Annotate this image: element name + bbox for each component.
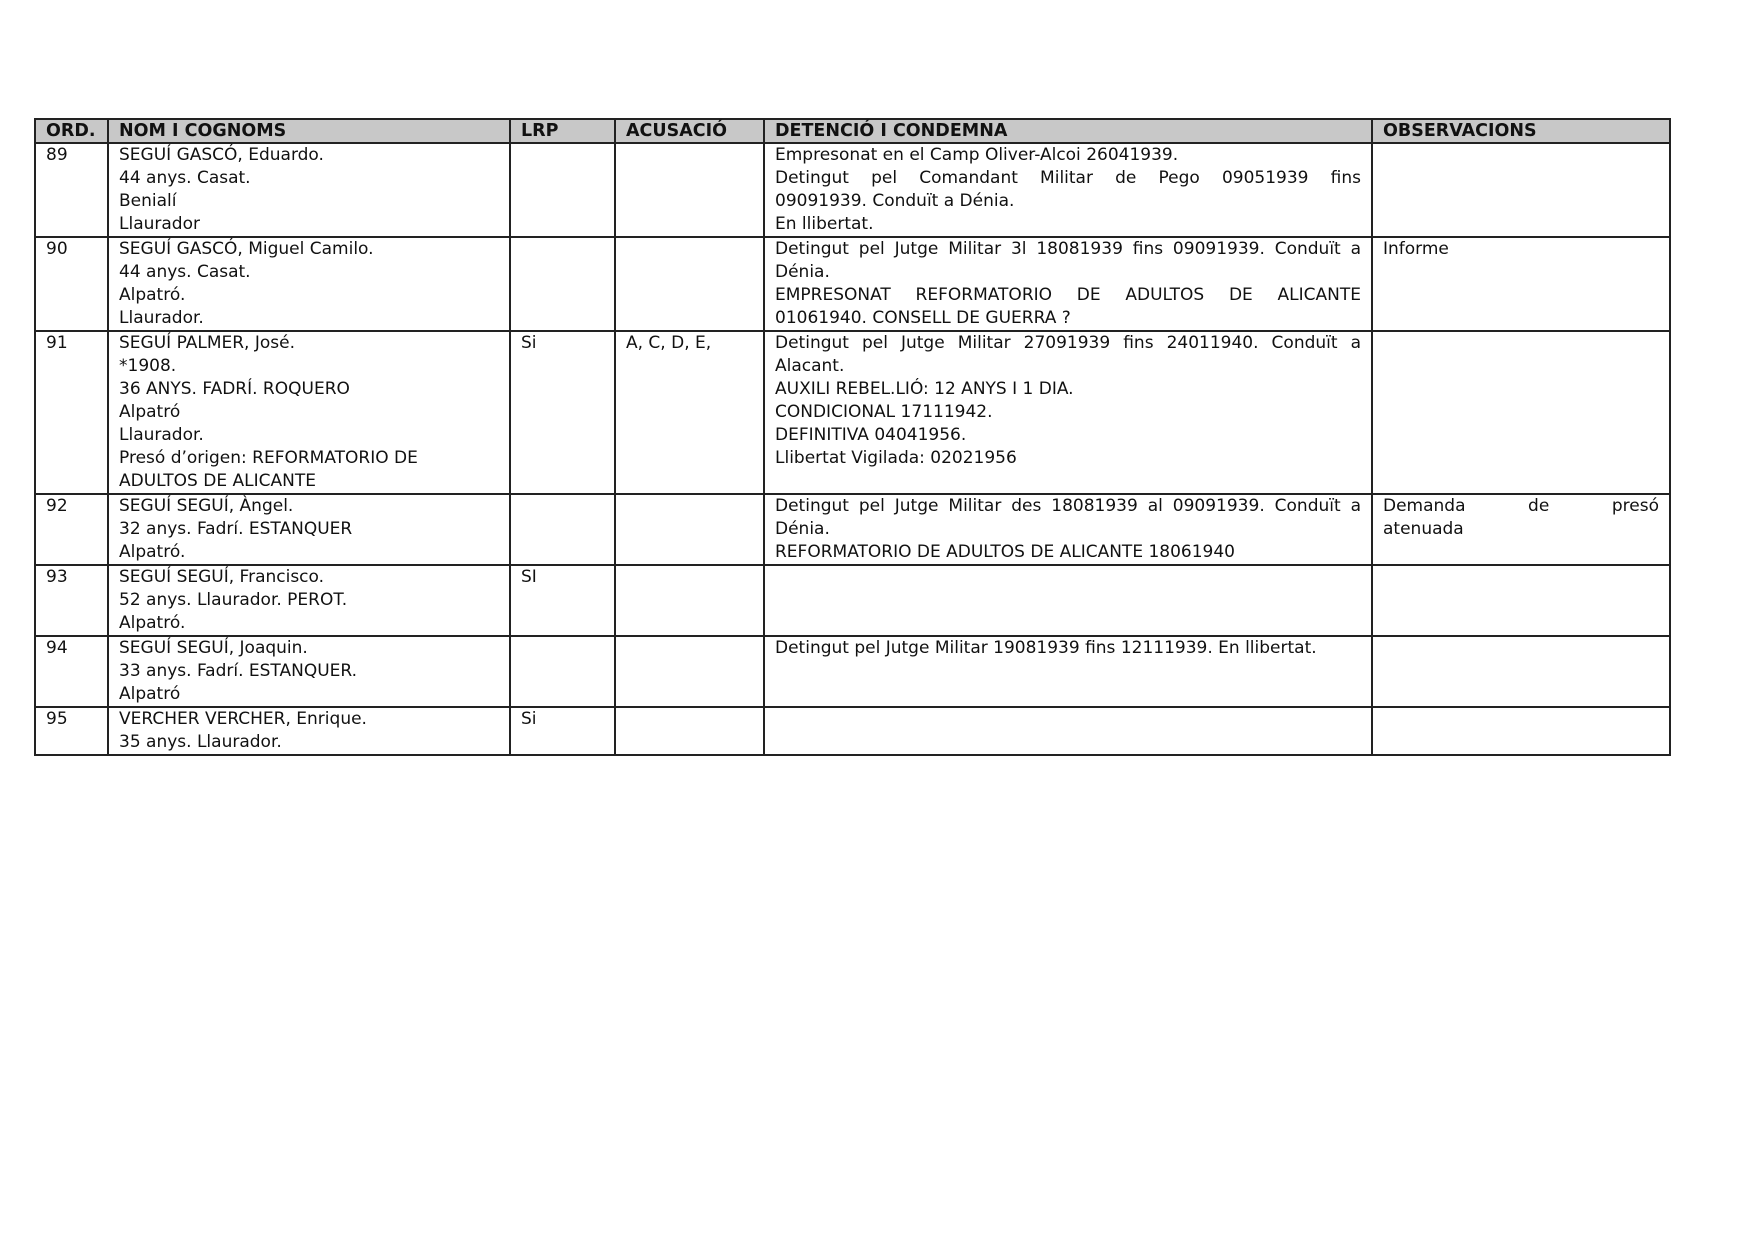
nom-line: 44 anys. Casat.	[119, 262, 251, 282]
observacions-line: Demanda de presó	[1383, 496, 1659, 516]
cell-nom	[108, 636, 510, 707]
cell-nom	[108, 331, 510, 494]
cell-detencio	[764, 565, 1372, 636]
nom-line: VERCHER VERCHER, Enrique.	[119, 709, 367, 729]
nom-line: ADULTOS DE ALICANTE	[119, 471, 316, 491]
cell-ord: 94	[35, 636, 108, 707]
detencio-line: EMPRESONAT REFORMATORIO DE ADULTOS DE ALICANTE	[775, 285, 1361, 305]
cell-ord: 92	[35, 494, 108, 565]
header-detencio-i-condemna: DETENCIÓ I CONDEMNA	[764, 119, 1372, 143]
table-row	[35, 494, 1670, 565]
cell-detencio	[764, 494, 1372, 565]
detencio-line: 09091939. Conduït a Dénia.	[775, 191, 1015, 211]
detencio-line: Detingut pel Comandant Militar de Pego 09051939 fins	[775, 168, 1361, 188]
header-ord: ORD.	[35, 119, 108, 143]
cell-acusacio	[615, 237, 764, 331]
detencio-line: En llibertat.	[775, 214, 874, 234]
nom-line: SEGUÍ SEGUÍ, Àngel.	[119, 496, 294, 516]
table-row	[35, 331, 1670, 494]
cell-observacions	[1372, 565, 1670, 636]
nom-line: Alpatró	[119, 684, 181, 704]
cell-observacions	[1372, 494, 1670, 565]
header-nom-i-cognoms: NOM I COGNOMS	[108, 119, 510, 143]
cell-observacions	[1372, 143, 1670, 237]
cell-lrp	[510, 237, 615, 331]
cell-acusacio	[615, 565, 764, 636]
nom-line: Alpatró.	[119, 542, 186, 562]
cell-ord: 90	[35, 237, 108, 331]
cell-lrp	[510, 494, 615, 565]
cell-acusacio: A, C, D, E,	[615, 331, 764, 494]
cell-acusacio	[615, 494, 764, 565]
cell-acusacio	[615, 143, 764, 237]
cell-detencio	[764, 143, 1372, 237]
detencio-line: AUXILI REBEL.LIÓ: 12 ANYS I 1 DIA.	[775, 379, 1074, 399]
detencio-line: REFORMATORIO DE ADULTOS DE ALICANTE 18061940	[775, 542, 1235, 562]
header-acusacio: ACUSACIÓ	[615, 119, 764, 143]
table-row	[35, 565, 1670, 636]
detencio-line: DEFINITIVA 04041956.	[775, 425, 967, 445]
cell-ord: 91	[35, 331, 108, 494]
header-lrp: LRP	[510, 119, 615, 143]
cell-nom	[108, 494, 510, 565]
nom-line: SEGUÍ SEGUÍ, Joaquin.	[119, 638, 308, 658]
cell-detencio	[764, 636, 1372, 707]
cell-observacions: Informe	[1372, 237, 1670, 331]
cell-observacions	[1372, 331, 1670, 494]
header-observacions: OBSERVACIONS	[1372, 119, 1670, 143]
detencio-line: Llibertat Vigilada: 02021956	[775, 448, 1017, 468]
detencio-line: Detingut pel Jutge Militar 3l 18081939 fins 09091939. Conduït a	[775, 239, 1361, 259]
cell-nom	[108, 143, 510, 237]
cell-observacions	[1372, 636, 1670, 707]
cell-acusacio	[615, 707, 764, 755]
cell-nom	[108, 565, 510, 636]
detencio-line: CONDICIONAL 17111942.	[775, 402, 993, 422]
cell-lrp: Si	[510, 707, 615, 755]
cell-acusacio	[615, 636, 764, 707]
nom-line: SEGUÍ GASCÓ, Miguel Camilo.	[119, 239, 374, 259]
detencio-line: Detingut pel Jutge Militar des 18081939 al 09091939. Conduït a	[775, 496, 1361, 516]
detencio-line: 01061940. CONSELL DE GUERRA ?	[775, 308, 1071, 328]
table-row	[35, 707, 1670, 755]
cell-observacions	[1372, 707, 1670, 755]
nom-line: 44 anys. Casat.	[119, 168, 251, 188]
detencio-line: Dénia.	[775, 262, 830, 282]
nom-line: SEGUÍ GASCÓ, Eduardo.	[119, 145, 324, 165]
nom-line: 36 ANYS. FADRÍ. ROQUERO	[119, 379, 350, 399]
detencio-line: Empresonat en el Camp Oliver-Alcoi 26041939.	[775, 145, 1179, 165]
nom-line: Alpatró	[119, 402, 181, 422]
cell-detencio	[764, 331, 1372, 494]
table-row	[35, 636, 1670, 707]
nom-line: Benialí	[119, 191, 177, 211]
cell-lrp	[510, 143, 615, 237]
table-row	[35, 237, 1670, 331]
detencio-line: Detingut pel Jutge Militar 19081939 fins 12111939. En llibertat.	[775, 638, 1317, 658]
table-header-row	[35, 119, 1670, 143]
records-table	[34, 118, 1671, 756]
detencio-line: Alacant.	[775, 356, 845, 376]
detencio-line: Detingut pel Jutge Militar 27091939 fins 24011940. Conduït a	[775, 333, 1361, 353]
observacions-line: atenuada	[1383, 519, 1464, 539]
nom-line: 52 anys. Llaurador. PEROT.	[119, 590, 348, 610]
nom-line: *1908.	[119, 356, 177, 376]
detencio-line: Dénia.	[775, 519, 830, 539]
cell-ord: 95	[35, 707, 108, 755]
nom-line: 33 anys. Fadrí. ESTANQUER.	[119, 661, 358, 681]
nom-line: Llaurador	[119, 214, 200, 234]
cell-ord: 89	[35, 143, 108, 237]
nom-line: Alpatró.	[119, 613, 186, 633]
cell-lrp: Si	[510, 331, 615, 494]
nom-line: SEGUÍ PALMER, José.	[119, 333, 295, 353]
nom-line: Presó d’origen: REFORMATORIO DE	[119, 448, 418, 468]
nom-line: Alpatró.	[119, 285, 186, 305]
nom-line: 32 anys. Fadrí. ESTANQUER	[119, 519, 353, 539]
table-row	[35, 143, 1670, 237]
cell-lrp: SI	[510, 565, 615, 636]
cell-lrp	[510, 636, 615, 707]
nom-line: 35 anys. Llaurador.	[119, 732, 282, 752]
nom-line: Llaurador.	[119, 425, 204, 445]
nom-line: Llaurador.	[119, 308, 204, 328]
cell-detencio	[764, 237, 1372, 331]
cell-detencio	[764, 707, 1372, 755]
cell-ord: 93	[35, 565, 108, 636]
cell-nom	[108, 237, 510, 331]
nom-line: SEGUÍ SEGUÍ, Francisco.	[119, 567, 325, 587]
cell-nom	[108, 707, 510, 755]
